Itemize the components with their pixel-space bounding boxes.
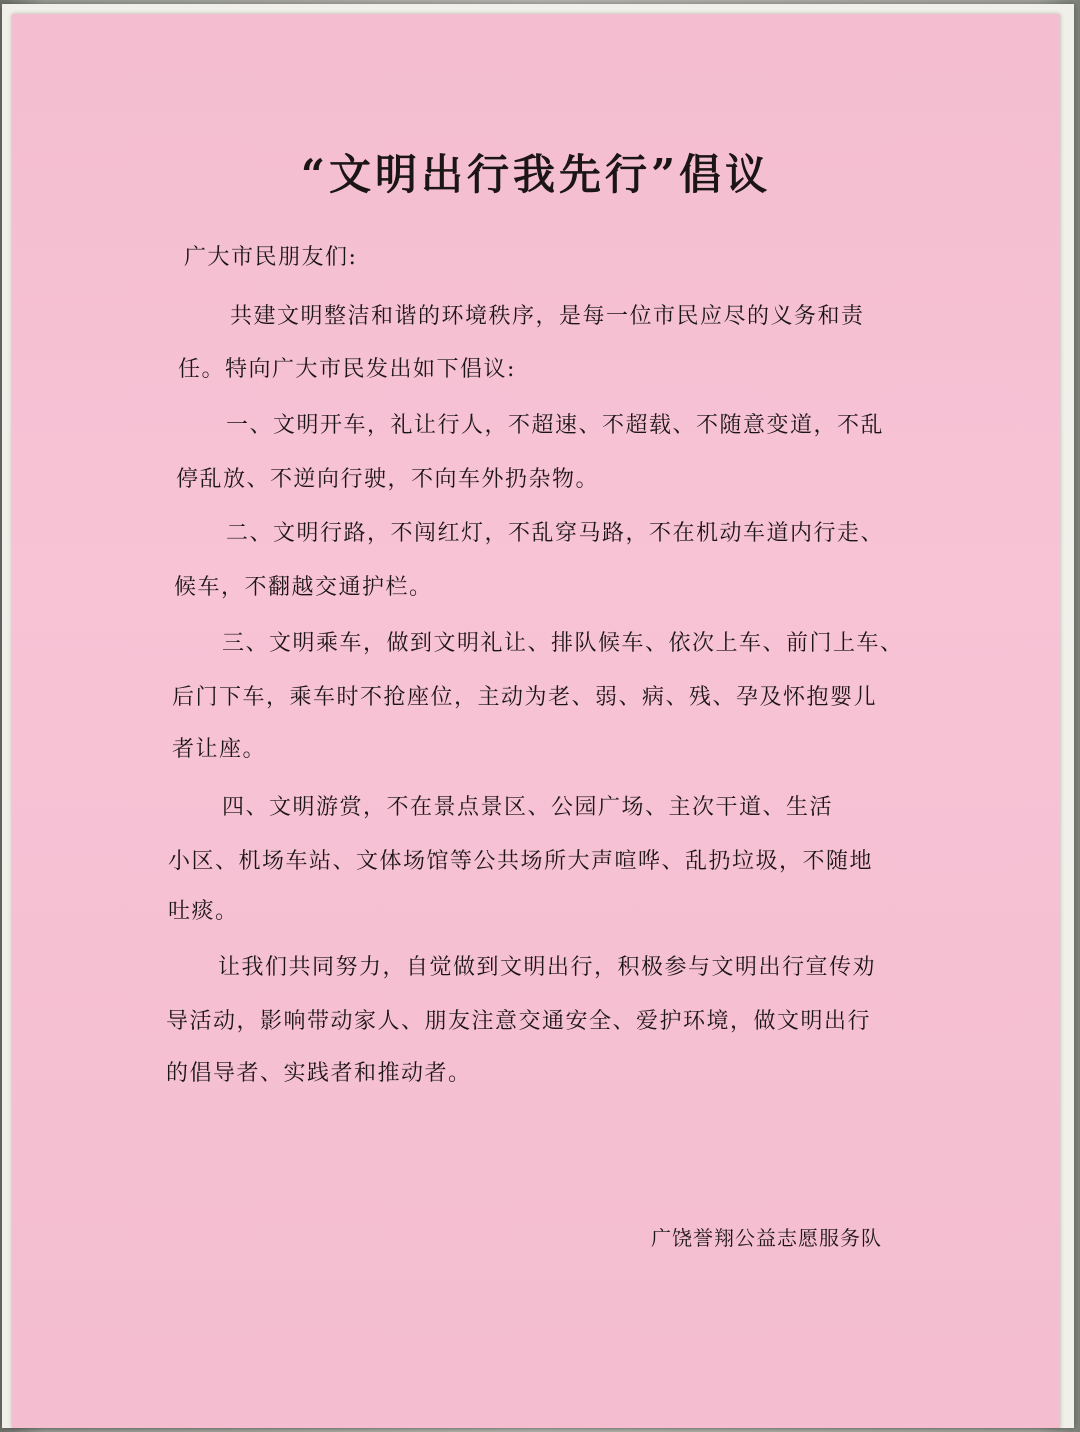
- signature: 广饶誉翔公益志愿服务队: [651, 1226, 882, 1250]
- item-3-line-3: 者让座。: [172, 737, 267, 762]
- intro-line-2: 任。特向广大市民发出如下倡议:: [178, 357, 516, 382]
- item-4-line-1: 四、文明游赏，不在景点景区、公园广场、主次干道、生活: [222, 795, 834, 820]
- closing-line-3: 的倡导者、实践者和推动者。: [166, 1061, 472, 1086]
- item-3-line-1: 三、文明乘车，做到文明礼让、排队候车、依次上车、前门上车、: [222, 631, 904, 656]
- closing-line-1: 让我们共同努力，自觉做到文明出行，积极参与文明出行宣传劝: [218, 955, 877, 980]
- item-2-line-2: 候车，不翻越交通护栏。: [174, 575, 433, 600]
- salutation: 广大市民朋友们:: [184, 245, 358, 270]
- pink-proposal-sheet: [12, 14, 1060, 1428]
- item-4-line-3: 吐痰。: [168, 899, 239, 924]
- item-2-line-1: 二、文明行路，不闯红灯，不乱穿马路，不在机动车道内行走、: [226, 521, 885, 546]
- item-1-line-1: 一、文明开车，礼让行人，不超速、不超载、不随意变道，不乱: [226, 413, 885, 438]
- item-1-line-2: 停乱放、不逆向行驶，不向车外扔杂物。: [176, 467, 600, 492]
- intro-line-1: 共建文明整洁和谐的环境秩序，是每一位市民应尽的义务和责: [230, 304, 865, 329]
- closing-line-2: 导活动，影响带动家人、朋友注意交通安全、爱护环境，做文明出行: [166, 1009, 872, 1034]
- item-3-line-2: 后门下车，乘车时不抢座位，主动为老、弱、病、残、孕及怀抱婴儿: [172, 685, 878, 710]
- item-4-line-2: 小区、机场车站、文体场馆等公共场所大声喧哗、乱扔垃圾，不随地: [168, 849, 874, 874]
- document-title: “文明出行我先行”倡议: [300, 150, 772, 199]
